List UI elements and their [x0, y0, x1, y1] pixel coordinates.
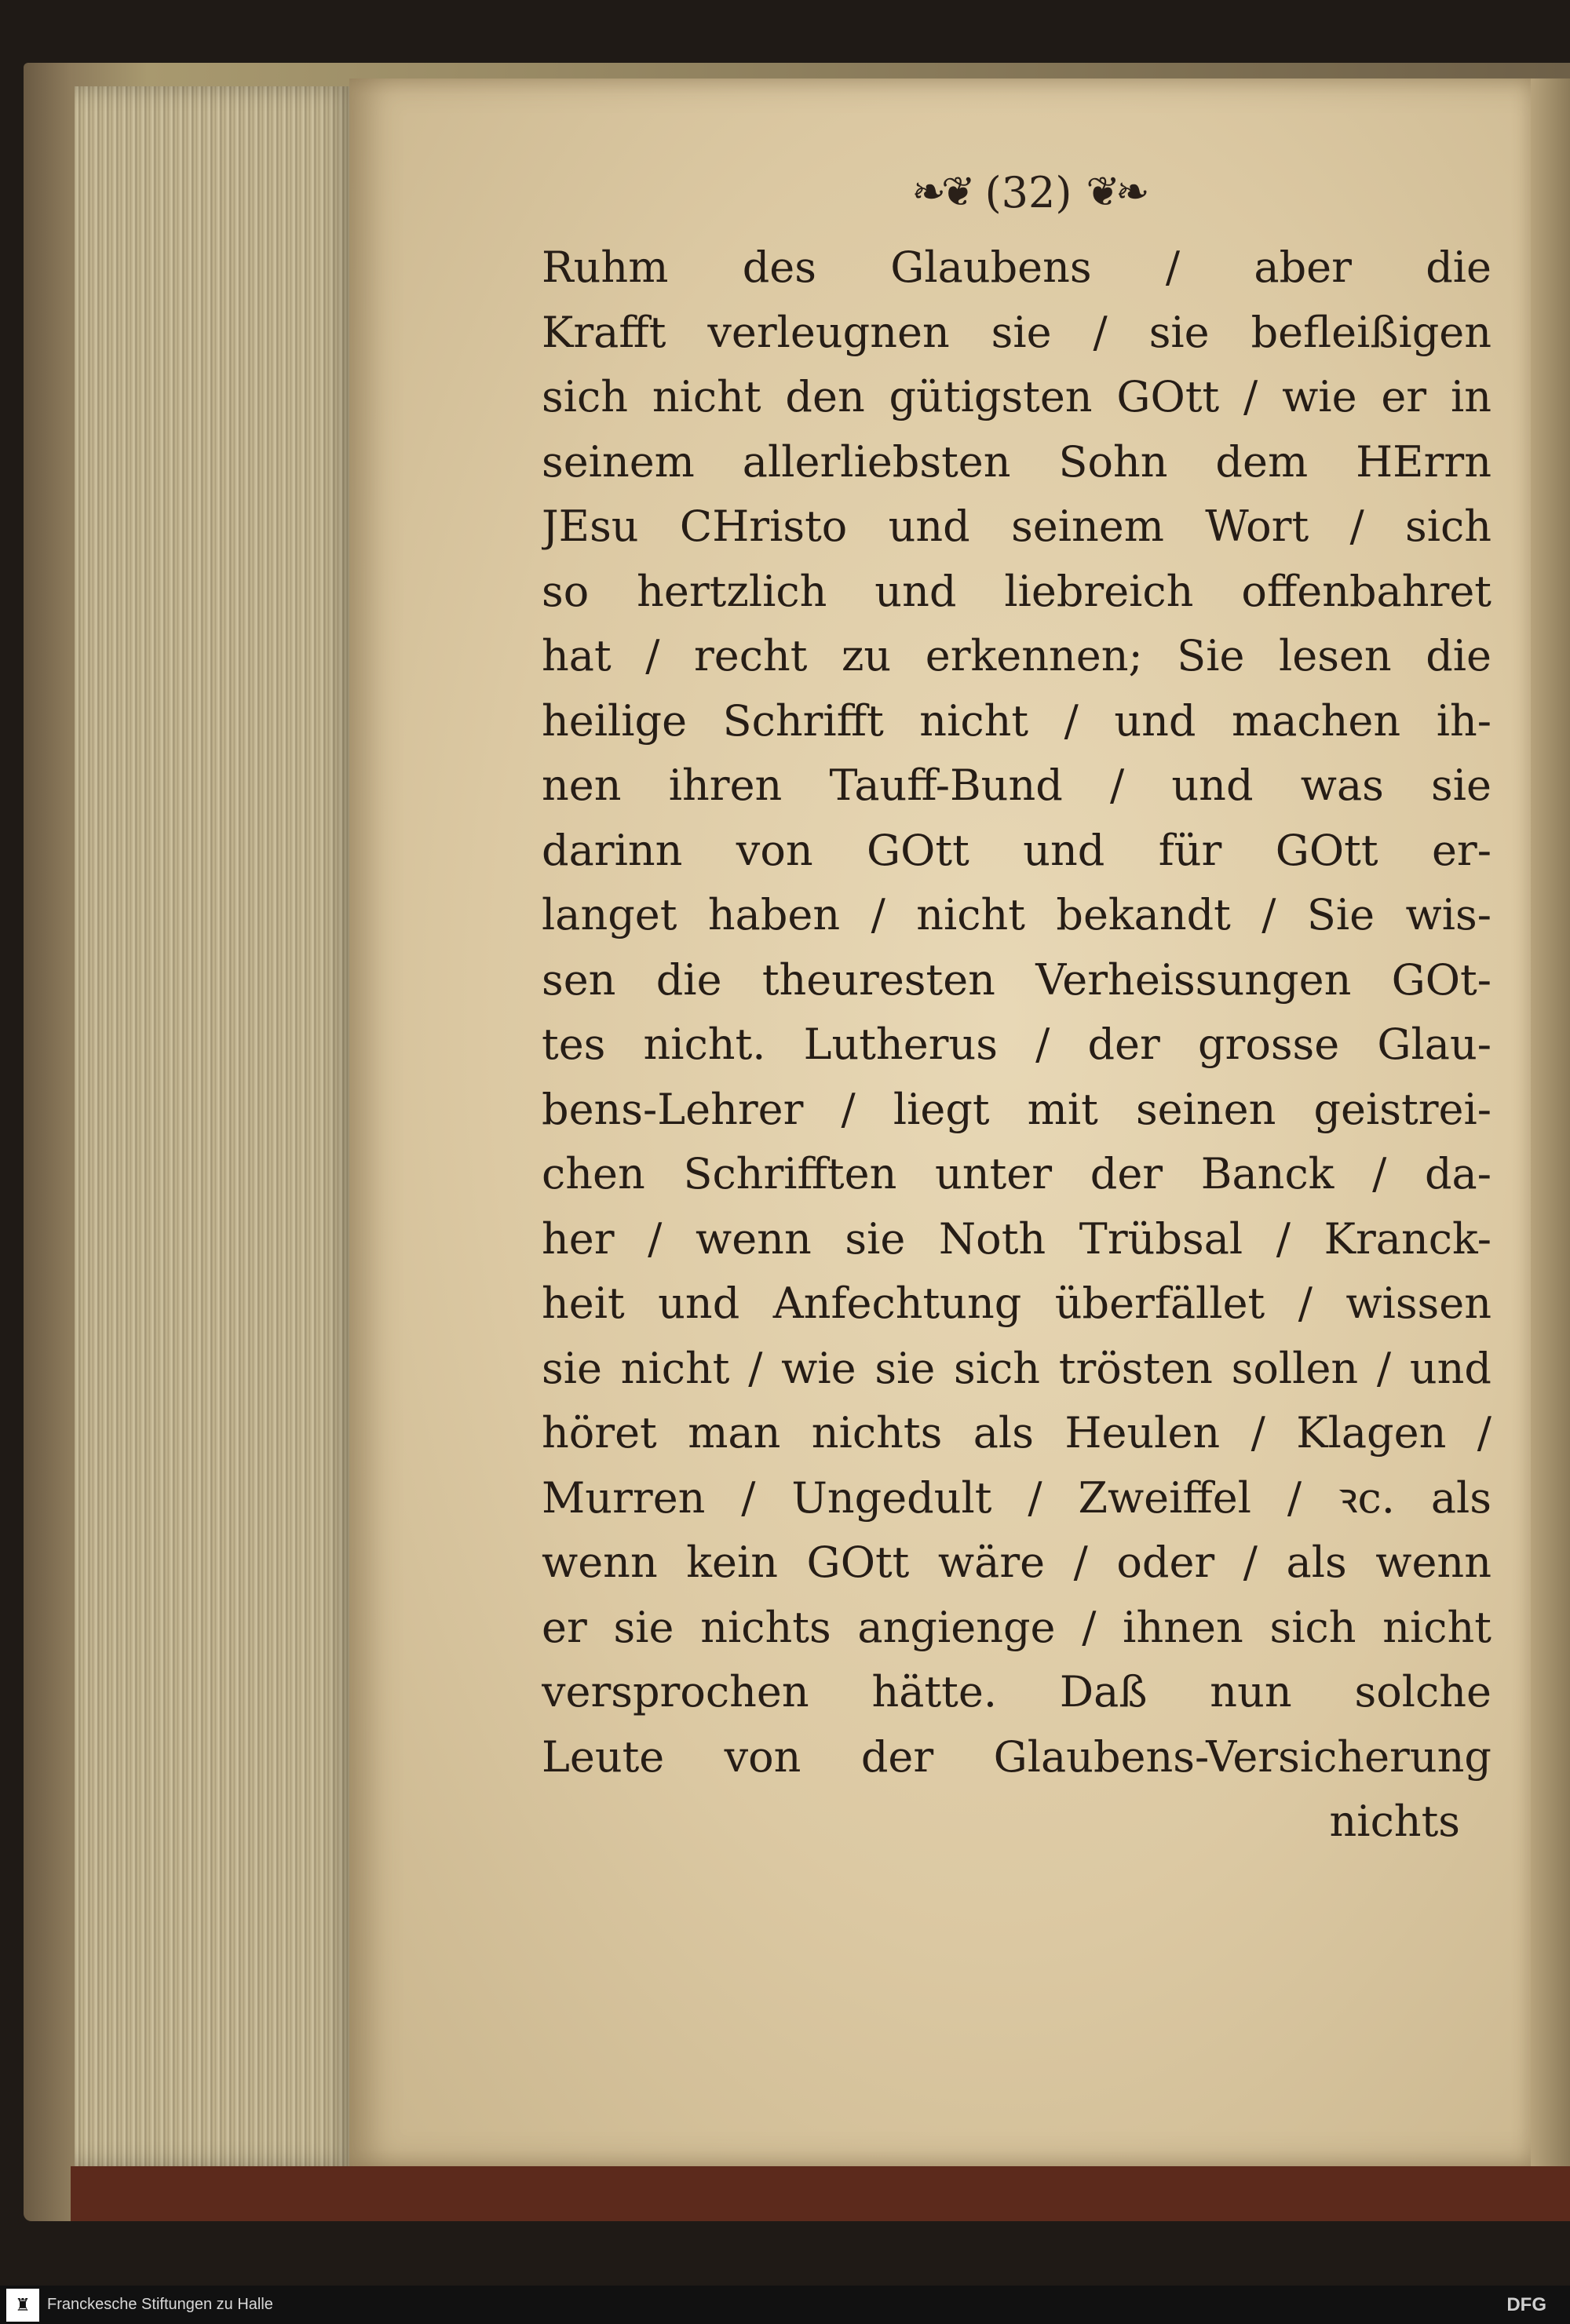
text-line: tes nicht. Lutherus / der grosse Glau-: [542, 1020, 1492, 1069]
text-line: bens-Lehrer / liegt mit seinen geistrei-: [542, 1084, 1492, 1134]
left-ornament: ❧❦: [911, 169, 971, 216]
right-ornament: ❦❧: [1086, 169, 1145, 216]
text-line: wenn kein GOtt wäre / oder / als wenn: [542, 1538, 1492, 1587]
page-edges: [75, 86, 357, 2166]
institution-logo-icon: ♜: [6, 2289, 39, 2322]
page-right-edge: [1531, 78, 1570, 2166]
text-line: heilige Schrifft nicht / und machen ih-: [542, 695, 1492, 746]
text-line: höret man nichts als Heulen / Klagen /: [542, 1408, 1492, 1458]
text-line: her / wenn sie Noth Trübsal / Kranck-: [542, 1213, 1492, 1264]
text-line: langet haben / nicht bekandt / Sie wis-: [542, 890, 1492, 939]
page-number: (32): [984, 167, 1072, 217]
text-line: heit und Anfechtung überfället / wissen: [542, 1279, 1492, 1328]
text-line: JEsu CHristo und seinem Wort / sich: [542, 502, 1492, 551]
text-line: darinn von GOtt und für GOtt er-: [542, 825, 1492, 875]
text-line: Krafft verleugnen sie / sie befleißigen: [542, 307, 1492, 357]
catchword: nichts: [1329, 1797, 1460, 1846]
text-line: seinem allerliebsten Sohn dem HErrn: [542, 436, 1492, 487]
book-cover-bottom: [71, 2166, 1570, 2221]
text-line: so hertzlich und liebreich offenbahret: [542, 566, 1492, 616]
text-line: Ruhm des Glaubens / aber die: [542, 243, 1492, 292]
text-line: chen Schrifften unter der Banck / da-: [542, 1149, 1492, 1198]
body-text: [542, 235, 1492, 1855]
text-line: nen ihren Tauff-Bund / und was sie: [542, 761, 1492, 810]
text-line: hat / recht zu erkennen; Sie lesen die: [542, 631, 1492, 680]
page-header: [848, 161, 1209, 224]
funder-logo: DFG: [1506, 2294, 1546, 2315]
text-line: sich nicht den gütigsten GOtt / wie er in: [542, 372, 1492, 421]
viewer-footer: [0, 2286, 1570, 2324]
text-line: Murren / Ungedult / Zweiffel / ꝛc. als: [542, 1472, 1492, 1523]
text-line: er sie nichts angienge / ihnen sich nicht: [542, 1602, 1492, 1652]
institution-name: Franckesche Stiftungen zu Halle: [47, 2296, 273, 2313]
text-line: sie nicht / wie sie sich trösten sollen / und: [542, 1343, 1492, 1393]
text-line: Leute von der Glaubens-Versicherung: [542, 1731, 1492, 1782]
text-line: versprochen hätte. Daß nun solche: [542, 1667, 1492, 1717]
text-line: sen die theuresten Verheissungen GOt-: [542, 954, 1492, 1005]
